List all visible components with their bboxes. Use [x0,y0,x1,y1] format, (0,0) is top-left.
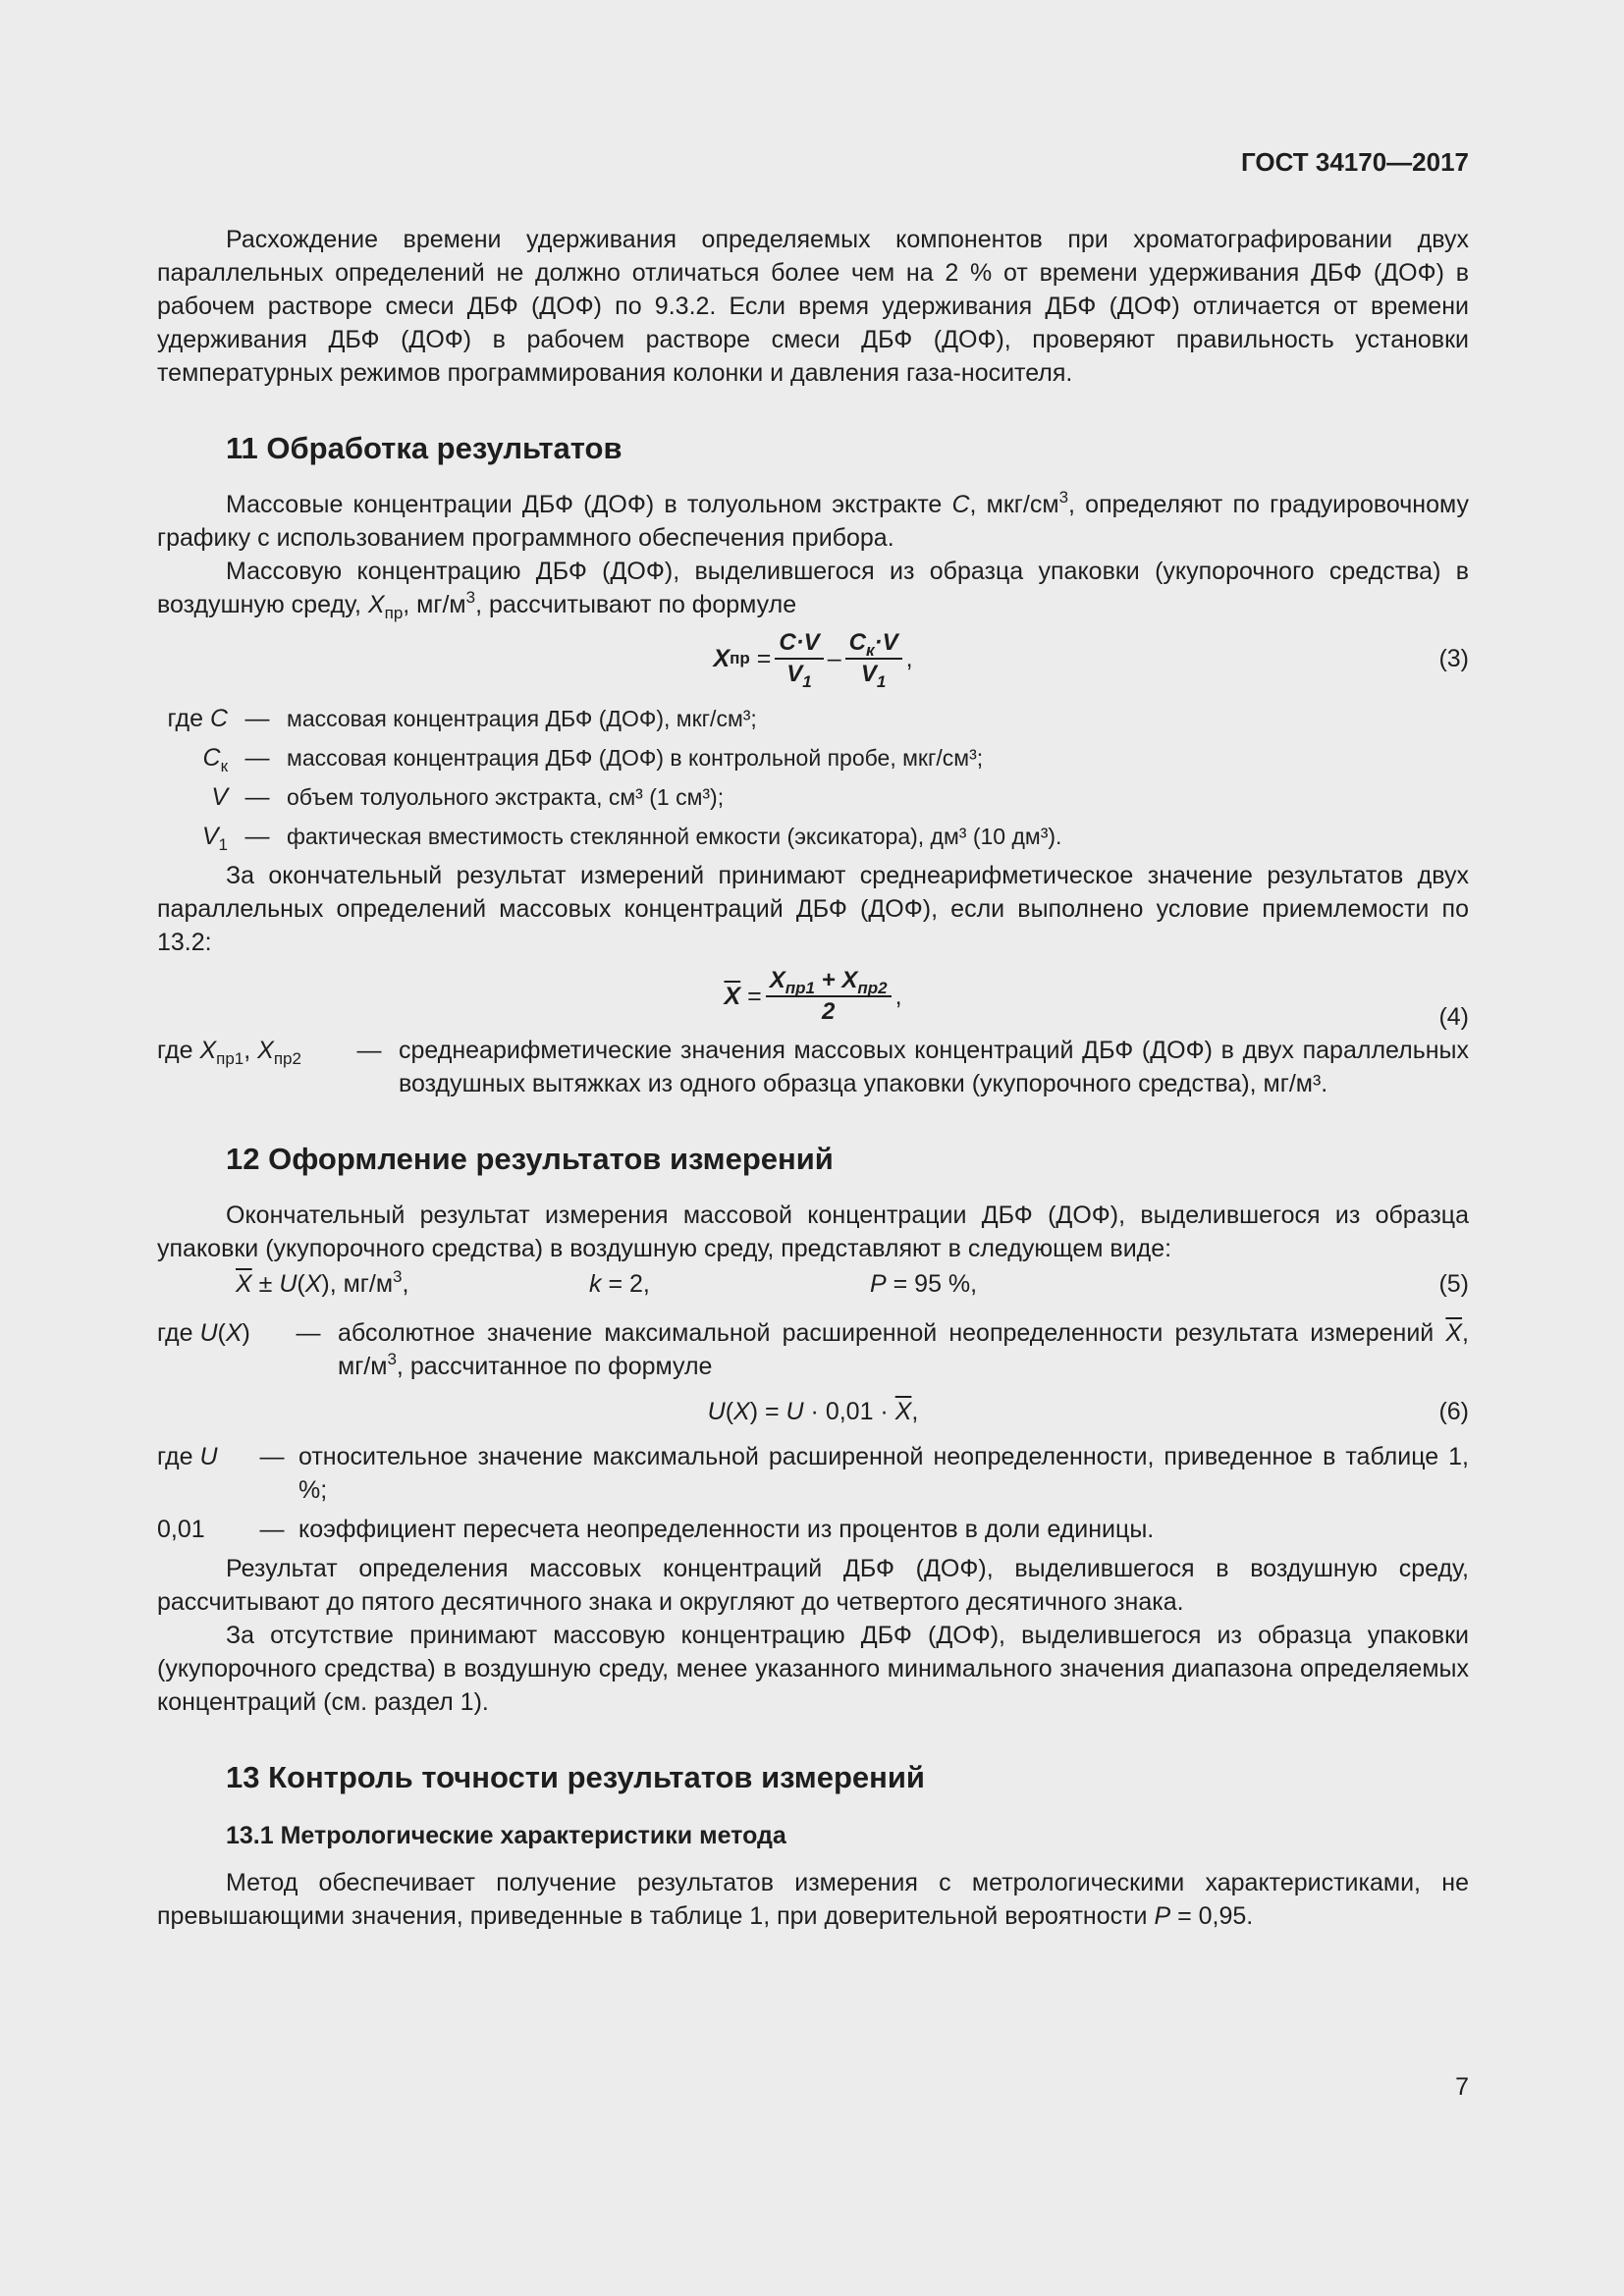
definition-item: V — объем толуольного экстракта, см³ (1 см³); [211,783,725,811]
document-header: ГОСТ 34170—2017 [1241,147,1469,177]
formula-5: $\overline{X} \pm U(X)$, $мг/м^3$, k = 2, P = 95 %, (5) [157,1267,1469,1307]
definition-item: где U — относительное значение максимальной расширенной неопределенности, приведенное в таблице 1, %; [157,1443,1469,1504]
formula-4: $\overline{X}$ = $\frac{X_{пр1} + X_{пр2}}{2}$ , (4) [157,959,1469,1034]
page-content [157,223,1469,1933]
formula-6-definitions [157,1440,1469,1546]
formula-3: X пр = $\frac{C\cdot V}{V_1}$ – $\frac{C_к\cdot V}{V_1}$ , (3) [713,629,1469,691]
section-13-heading: 13 Контроль точности результатов измерений [226,1760,925,1794]
section-11-heading: 11 Обработка результатов [226,431,623,465]
formula-3-definitions [157,702,1469,853]
definition-item: $C_к$ — массовая концентрация ДБФ (ДОФ) в контрольной пробе, мкг/см³; [202,744,984,775]
formula-4-number: (4) [1438,1003,1469,1032]
intro-paragraph: Расхождение времени удерживания определяемых компонентов при хроматографировании двух параллельных определений не должно отличаться более чем на 2 % от времени удерживания ДБФ (ДОФ) в рабочем растворе смеси ДБФ (ДОФ) по 9.3.2. Если время удерживания ДБФ (ДОФ) отличается от времени удерживания ДБФ (ДОФ) в рабочем растворе смеси ДБФ (ДОФ), проверяют правильность установки температурных режимов программирования колонки и давления газа-носителя. [157,226,1469,387]
definition-item: $V_1$ — фактическая вместимость стеклянной емкости (эксикатора), дм³ (10 дм³). [201,823,1062,854]
s13-paragraph-1: Метод обеспечивает получение результатов измерения с метрологическими характеристиками, не превышающими значения, приведенные в таблице 1, при доверительной вероятности P = 0,95. [157,1869,1469,1930]
section-12-heading: 12 Оформление результатов измерений [226,1142,834,1176]
coverage-factor: k = 2, [589,1270,650,1298]
subsection-13-1-heading: 13.1 Метрологические характеристики метода [226,1822,786,1849]
s11-paragraph-3: За окончательный результат измерений принимают среднеарифметическое значение результатов двух параллельных определений массовых концентраций ДБФ (ДОФ), если выполнено условие приемлемости по 13.2: [157,862,1469,956]
definition-item: 0,01 — коэффициент пересчета неопределенности из процентов в доли единицы. [157,1516,1155,1543]
page-number: 7 [1455,2073,1469,2101]
s12-paragraph-2: Результат определения массовых концентраций ДБФ (ДОФ), выделившегося в воздушную среду, рассчитывают до пятого десятичного знака и округляют до четвертого десятичного знака. [157,1555,1469,1616]
s11-paragraph-2: Массовую концентрацию ДБФ (ДОФ), выделившегося из образца упаковки (укупорочного средства) в воздушную среду, $X_{пр}$, $мг/м^3$, рассчитывают по формуле [157,558,1469,622]
formula-5-number: (5) [1438,1270,1469,1298]
formula-6-number: (6) [1438,1398,1469,1425]
s12-paragraph-1: Окончательный результат измерения массовой концентрации ДБФ (ДОФ), выделившегося из образца упаковки (укупорочного средства) в воздушную среду, представляют в следующем виде: [157,1201,1469,1262]
probability: P = 95 %, [870,1270,978,1298]
s11-paragraph-1: Массовые концентрации ДБФ (ДОФ) в толуольном экстракте C, мкг/$см^3$, определяют по градуировочному графику с использованием программного обеспечения прибора. [157,488,1469,552]
formula-3-number: (3) [1438,645,1469,672]
s12-paragraph-3: За отсутствие принимают массовую концентрацию ДБФ (ДОФ), выделившегося из образца упаковки (укупорочного средства) в воздушную среду, менее указанного минимального значения диапазона определяемых концентраций (см. раздел 1). [157,1622,1469,1716]
formula-4-definition: где $X_{пр1}$, $X_{пр2}$ — среднеарифметические значения массовых концентраций ДБФ (ДОФ) в двух параллельных воздушных вытяжках из одного образца упаковки (укупорочного средства), мг/м³. [157,1037,1469,1097]
definition-ux: где U(X) — абсолютное значение максимальной расширенной неопределенности результата измерений $\overline{X}$, $мг/м^3$, рассчитанное по формуле [157,1319,1469,1380]
definition-item: где C — массовая концентрация ДБФ (ДОФ), мкг/см³; [167,705,757,732]
formula-6: $U(X) = U \cdot 0,01 \cdot \overline{X}$, (6) [157,1389,1469,1434]
